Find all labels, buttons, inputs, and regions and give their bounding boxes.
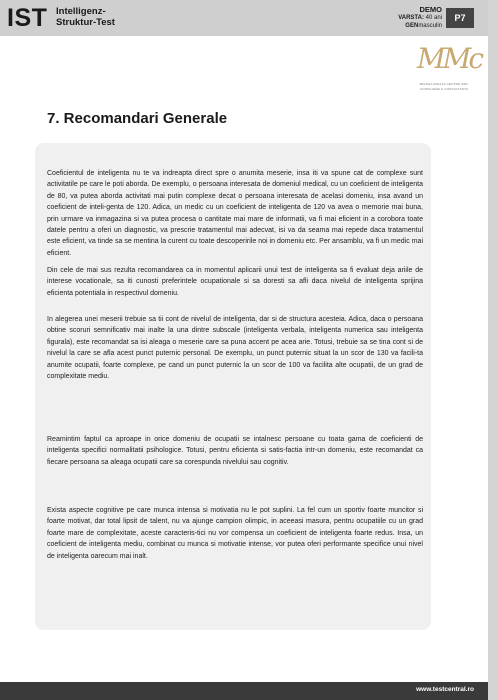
paragraph-4: Reamintim faptul ca aproape in orice domeniu de ocupatii se intalnesc persoane cu toata gama de coeficienti de inteligenta specifici normalitatii psihologice. Totusi, pentru eficienta si satis-factia intr-un domeniu, este recomandat ca fiecare persoana sa aleaga ocupatii care sa corespunda nivelului sau cognitiv. bbox=[47, 436, 423, 466]
paragraph-2: Din cele de mai sus rezulta recomandarea ca in momentul aplicarii unui test de inteligenta sa fi evaluat deja ariile de interese vocationale, sa iti cunosti preferintele ocupationale si sa doresti sa afli daca nivelul de inteligenta sprijina eficienta potentiala in respectivul domeniu. bbox=[47, 267, 423, 297]
age-label: VARSTA: bbox=[398, 15, 424, 21]
demo-label: DEMO bbox=[419, 5, 442, 14]
age-row bbox=[398, 14, 442, 22]
brand-subtitle-line1: Intelligenz- bbox=[56, 6, 106, 17]
age-value: 40 ani bbox=[425, 15, 442, 21]
brand-subtitle bbox=[56, 6, 115, 28]
logo-caption-line2: CONSILIERE & CONSULTANTA bbox=[419, 87, 469, 91]
gender-row bbox=[398, 22, 442, 30]
page-footer bbox=[0, 682, 488, 700]
brand-logo-text: IST bbox=[7, 4, 48, 32]
section-title: 7. Recomandari Generale bbox=[47, 110, 228, 127]
page-number-badge: P7 bbox=[446, 8, 474, 28]
logo-caption-line1: MIRCEA MIHALA CENTRE MMc bbox=[419, 82, 469, 86]
logo-mark: MMc bbox=[417, 42, 482, 75]
page-header bbox=[0, 0, 488, 36]
paragraph-5: Exista aspecte cognitive pe care munca intensa si motivatia nu le pot suplini. La fel cum un sportiv foarte muncitor si foarte motivat, dar total lipsit de talent, nu va ajunge campion olimpic, in aceeasi masura, pentru ocupatiile cu un grad foarte mare de complexitate, aceste caracteris-tici nu vor compensa un coeficient de inteligenta foarte redus. Insa, un coeficient de inteligenta mediu, combinat cu munca si motivatie intense, vor putea oferi performante specifice unui nivel de inteligenta oarecum mai inalt. bbox=[47, 507, 423, 560]
paragraph-3: In alegerea unei meserii trebuie sa tii cont de nivelul de inteligenta, dar si de structura acesteia. Adica, daca o persoana obtine scoruri semnificativ mai inalte la una dintre subscale (inteligenta verbala, inteligenta numerica sau inteligenta figurala), este recomandat sa isi aleaga o meserie care sa puna accent pe acea arie. Totusi, trebuie sa se tina cont si de nivelul la care se afla acest punct puternic personal. De exemplu, un punct puternic situat la un scor de 130 va facili-ta anumite ocupatii, foarte complexe, pe cand un punct puternic la un scor de 100 va facilita alte ocupatii, de un grad de complexitate mediu. bbox=[47, 316, 423, 381]
gender-value: masculin bbox=[418, 23, 442, 29]
brand-subtitle-line2: Struktur-Test bbox=[56, 17, 115, 28]
paragraph-1: Coeficientul de inteligenta nu te va indreapta direct spre o anumita meserie, insa iti va spune cat de complexe sunt activitatile pe care le poti aborda. De exemplu, o persoana interesata de domeniul medical, cu un coeficient de inteligenta de 80, va putea aborda activitati mai putin complexe decat o persoana interesata de acelasi domeniu, insa avand un coeficient de inteli-genta de 120. Adica, un medic cu un coeficient de inteligenta de 120 va avea o memorie mai buna, prin urmare va inmagazina si va putea procesa o cantitate mai mare de informatii, va fi mai eficient in a corobora toate datele pentru a oferi un diagnostic, va prescrie tratamentul mai adecvat, isi va da seama mai repede daca tratamentul este eficient, va tinde sa se mentina la curent cu toate descoperirile noi in domeniu etc. Per ansamblu, va fi un medic mai eficient. bbox=[47, 170, 423, 257]
gender-label: GEN bbox=[405, 23, 419, 29]
company-logo bbox=[405, 42, 483, 94]
footer-url[interactable]: www.testcentral.ro bbox=[416, 686, 474, 693]
page-edge bbox=[488, 0, 497, 700]
respondent-meta bbox=[398, 6, 442, 30]
